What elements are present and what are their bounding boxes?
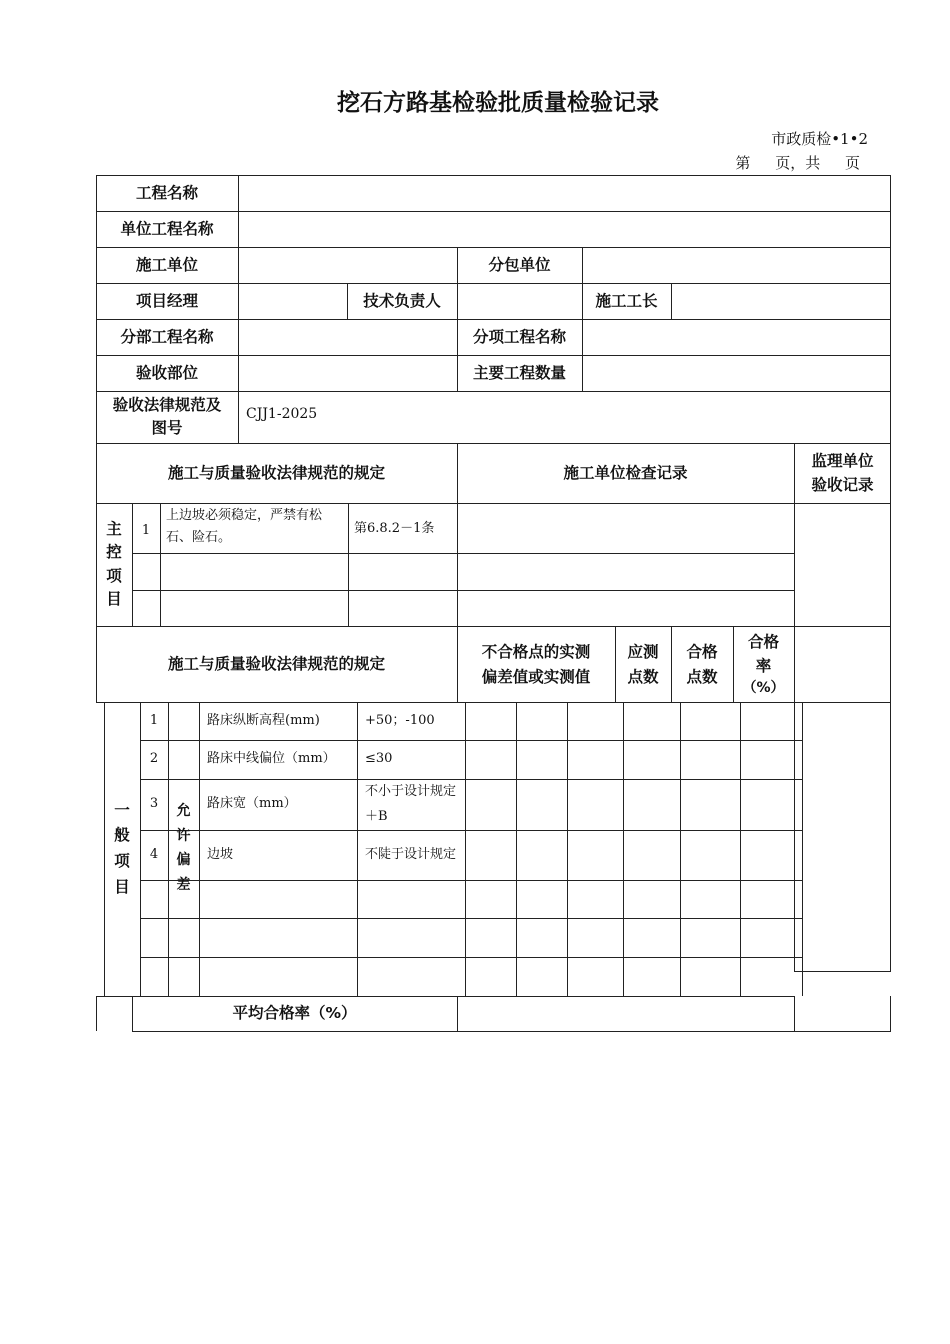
general-item-name: 路床中线偏位（mm） bbox=[207, 751, 336, 767]
main-item-clause: 第6.8.2－1条 bbox=[354, 521, 435, 536]
general-item-no: 4 bbox=[149, 846, 159, 862]
project-manager-field[interactable] bbox=[238, 283, 347, 319]
page-counter bbox=[729, 152, 860, 173]
deviation-header bbox=[457, 626, 615, 703]
general-item-no: 3 bbox=[149, 796, 159, 812]
standard-label-line-2: 图号 bbox=[151, 419, 183, 437]
general-spec-header: 施工与质量验收法律规范的规定 bbox=[167, 655, 385, 674]
general-item-name: 路床宽（mm） bbox=[207, 796, 297, 812]
general-item-value: 不陡于设计规定 bbox=[365, 846, 457, 862]
project-manager-label: 项目经理 bbox=[135, 291, 198, 310]
main-item-no: 1 bbox=[141, 523, 151, 538]
construction-unit-label: 施工单位 bbox=[135, 255, 198, 274]
tech-lead-field[interactable] bbox=[457, 283, 582, 319]
tolerance-char: 偏 bbox=[176, 852, 191, 868]
project-name-label: 工程名称 bbox=[135, 183, 198, 202]
general-label-char: 一 bbox=[114, 800, 130, 819]
main-quantity-field[interactable] bbox=[582, 355, 891, 391]
supervisor-header-line-2: 验收记录 bbox=[811, 476, 874, 494]
unit-project-field[interactable] bbox=[238, 211, 891, 247]
should-count-header bbox=[615, 626, 671, 703]
pass-count-line-2: 点数 bbox=[686, 667, 718, 686]
tech-lead-label: 技术负责人 bbox=[363, 291, 441, 310]
main-control-char: 控 bbox=[106, 543, 122, 562]
standard-value[interactable]: CJJ1-2025 bbox=[246, 406, 318, 423]
page-label: 第 bbox=[735, 154, 751, 172]
subcontractor-field[interactable] bbox=[582, 247, 891, 283]
main-item-record[interactable] bbox=[457, 503, 794, 553]
pass-count-header bbox=[671, 626, 733, 703]
foreman-field[interactable] bbox=[671, 283, 891, 319]
standard-label bbox=[96, 391, 238, 443]
total-unit-label: 页 bbox=[844, 154, 860, 172]
pass-rate-line-1: 合格 bbox=[747, 632, 779, 651]
general-item-no: 1 bbox=[149, 712, 159, 728]
pass-rate-line-3: （%） bbox=[742, 679, 785, 696]
main-spec-header: 施工与质量验收法律规范的规定 bbox=[167, 463, 385, 482]
average-rate-label: 平均合格率（%） bbox=[232, 1004, 357, 1023]
tolerance-label bbox=[168, 740, 199, 956]
subcontractor-label: 分包单位 bbox=[488, 255, 551, 274]
subitem-name-field[interactable] bbox=[582, 319, 891, 355]
general-label-char: 目 bbox=[114, 877, 130, 896]
deviation-header-line-1: 不合格点的实测 bbox=[481, 642, 591, 661]
form-code: 市政质检•1•2 bbox=[771, 130, 868, 148]
tolerance-char: 许 bbox=[176, 827, 191, 844]
general-item-no: 2 bbox=[149, 751, 159, 767]
division-name-label: 分部工程名称 bbox=[120, 327, 214, 346]
should-count-line-1: 应测 bbox=[627, 642, 659, 661]
project-name-field[interactable] bbox=[238, 175, 891, 211]
main-control-char: 项 bbox=[106, 566, 122, 585]
pass-rate-header bbox=[733, 626, 794, 703]
deviation-header-line-2: 偏差值或实测值 bbox=[481, 667, 591, 686]
tolerance-char: 差 bbox=[176, 876, 191, 893]
general-item-label bbox=[104, 702, 140, 996]
main-control-char: 目 bbox=[106, 589, 122, 608]
pass-rate-line-2: 率 bbox=[755, 656, 772, 675]
construction-unit-field[interactable] bbox=[238, 247, 457, 283]
page-unit-label: 页，共 bbox=[775, 154, 821, 172]
main-control-char: 主 bbox=[106, 520, 122, 538]
main-record-header: 施工单位检查记录 bbox=[563, 463, 688, 482]
page-title: 挖石方路基检验批质量检验记录 bbox=[337, 90, 659, 116]
foreman-label: 施工工长 bbox=[595, 291, 658, 310]
general-label-char: 般 bbox=[114, 826, 130, 845]
subitem-name-label: 分项工程名称 bbox=[472, 327, 566, 346]
supervisor-header-line-1: 监理单位 bbox=[811, 451, 874, 470]
division-name-field[interactable] bbox=[238, 319, 457, 355]
supervisor-header bbox=[794, 443, 891, 503]
general-item-name: 路床纵断高程(mm) bbox=[207, 712, 320, 728]
main-quantity-label: 主要工程数量 bbox=[472, 363, 566, 382]
main-item-text: 上边坡必须稳定，严禁有松石、险石。 bbox=[166, 508, 323, 546]
acceptance-part-field[interactable] bbox=[238, 355, 457, 391]
acceptance-part-label: 验收部位 bbox=[135, 363, 198, 382]
general-item-value: 不小于设计规定＋B bbox=[365, 784, 457, 824]
general-item-value: ≤30 bbox=[365, 751, 393, 767]
unit-project-label: 单位工程名称 bbox=[120, 219, 214, 238]
main-control-label bbox=[96, 503, 132, 626]
pass-count-line-1: 合格 bbox=[686, 642, 718, 661]
general-item-value: +50；-100 bbox=[365, 712, 435, 728]
general-item-name: 边坡 bbox=[207, 846, 234, 862]
general-label-char: 项 bbox=[114, 852, 130, 870]
standard-label-line-1: 验收法律规范及 bbox=[112, 395, 222, 414]
tolerance-char: 允 bbox=[176, 803, 191, 819]
should-count-line-2: 点数 bbox=[627, 667, 659, 686]
average-rate-field[interactable] bbox=[457, 996, 794, 1031]
